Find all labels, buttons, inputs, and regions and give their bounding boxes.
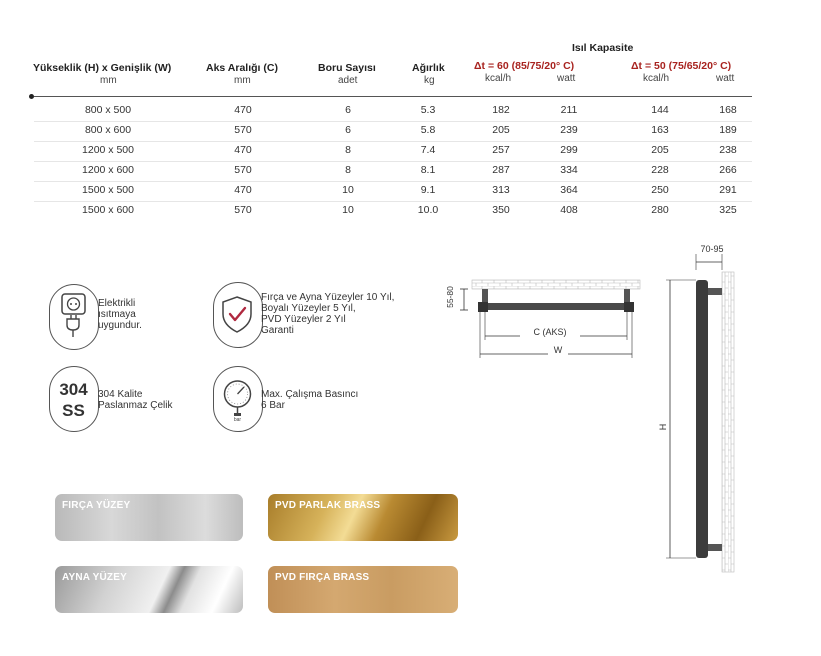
side-view-diagram xyxy=(650,240,750,585)
table-cell: 280 xyxy=(651,204,669,216)
col-size-unit: mm xyxy=(100,75,117,86)
table-cell: 1500 x 500 xyxy=(82,184,134,196)
table-cell: 570 xyxy=(234,124,252,136)
warranty-line-3: PVD Yüzeyler 2 Yıl xyxy=(261,314,346,325)
steel-badge-number: 304 xyxy=(59,380,88,399)
row-divider xyxy=(34,141,752,142)
warranty-feature-text xyxy=(261,292,431,336)
warranty-line-1: Fırça ve Ayna Yüzeyler 10 Yıl, xyxy=(261,292,395,303)
steel-line-1: 304 Kalite xyxy=(98,389,143,400)
table-cell: 189 xyxy=(719,124,737,136)
row-divider xyxy=(34,181,752,182)
pressure-line-1: Max. Çalışma Basıncı xyxy=(261,389,359,400)
table-cell: 238 xyxy=(719,144,737,156)
table-cell: 313 xyxy=(492,184,510,196)
table-cell: 144 xyxy=(651,104,669,116)
col-pipes-header: Boru Sayısı xyxy=(318,62,376,74)
row-divider xyxy=(34,121,752,122)
col-size-header: Yükseklik (H) x Genişlik (W) xyxy=(33,62,172,74)
steel-feature-badge xyxy=(49,366,99,432)
electric-feature-badge xyxy=(49,284,99,350)
col-axis-unit: mm xyxy=(234,75,251,86)
table-cell: 299 xyxy=(560,144,578,156)
table-cell: 1200 x 600 xyxy=(82,164,134,176)
swatch-brushed-label: FIRÇA YÜZEY xyxy=(62,500,131,511)
pressure-feature-text xyxy=(261,389,391,411)
wall-top-view xyxy=(472,280,640,289)
dt50-unit-watt: watt xyxy=(716,73,735,84)
table-cell: 205 xyxy=(651,144,669,156)
table-cell: 364 xyxy=(560,184,578,196)
towel-bar-top xyxy=(478,303,634,310)
header-divider xyxy=(34,96,752,97)
table-cell: 5.3 xyxy=(420,104,436,116)
swatch-mirror xyxy=(55,566,243,613)
table-cell: 334 xyxy=(560,164,578,176)
table-cell: 163 xyxy=(651,124,669,136)
table-cell: 8 xyxy=(345,144,351,156)
table-cell: 350 xyxy=(492,204,510,216)
table-cell: 5.8 xyxy=(420,124,436,136)
steel-line-2: Paslanmaz Çelik xyxy=(98,400,173,411)
swatch-pvd-brushed-brass xyxy=(268,566,458,613)
row-divider xyxy=(34,161,752,162)
table-cell: 10 xyxy=(342,204,354,216)
swatch-pvd-polished-brass xyxy=(268,494,458,541)
warranty-line-4: Garanti xyxy=(261,325,294,336)
warranty-line-2: Boyalı Yüzeyler 5 Yıl, xyxy=(261,303,356,314)
table-cell: 257 xyxy=(492,144,510,156)
table-cell: 470 xyxy=(234,184,252,196)
table-cell: 10 xyxy=(342,184,354,196)
table-cell: 8.1 xyxy=(420,164,436,176)
row-divider xyxy=(34,201,752,202)
table-cell: 7.4 xyxy=(420,144,436,156)
table-cell: 8 xyxy=(345,164,351,176)
swatch-brushed xyxy=(55,494,243,541)
table-cell: 287 xyxy=(492,164,510,176)
electric-feature-text: Elektrikli ısıtmaya uygundur. xyxy=(98,298,142,331)
swatch-mirror-label: AYNA YÜZEY xyxy=(62,572,127,583)
right-bracket xyxy=(624,289,630,303)
table-cell: 211 xyxy=(560,104,578,116)
table-cell: 168 xyxy=(719,104,737,116)
table-cell: 10.0 xyxy=(417,204,439,216)
shield-check-icon xyxy=(214,283,262,347)
table-cell: 408 xyxy=(560,204,578,216)
height-label: H xyxy=(658,423,668,431)
dt50-header: Δt = 50 (75/65/20° C) xyxy=(631,60,732,72)
side-offset-label: 70-95 xyxy=(700,244,724,254)
table-cell: 291 xyxy=(719,184,737,196)
pressure-line-2: 6 Bar xyxy=(261,400,285,411)
table-cell: 6 xyxy=(345,124,351,136)
thermal-capacity-title: Isıl Kapasite xyxy=(572,42,634,54)
dt60-unit-watt: watt xyxy=(557,73,576,84)
steel-badge-ss: SS xyxy=(62,401,85,420)
table-cell: 570 xyxy=(234,204,252,216)
pressure-feature-badge xyxy=(213,366,263,432)
depth-label: 55-80 xyxy=(445,286,455,308)
dt60-unit-kcal: kcal/h xyxy=(485,73,512,84)
top-view-diagram xyxy=(440,250,650,365)
width-dimension-label: W xyxy=(548,345,568,355)
table-cell: 325 xyxy=(719,204,737,216)
dt60-header: Δt = 60 (85/75/20° C) xyxy=(474,60,575,72)
table-cell: 800 x 500 xyxy=(84,104,132,116)
col-axis-header: Aks Aralığı (C) xyxy=(206,62,278,74)
swatch-pvd-polished-brass-label: PVD PARLAK BRASS xyxy=(275,500,381,511)
table-cell: 182 xyxy=(492,104,510,116)
table-cell: 205 xyxy=(492,124,510,136)
table-cell: 470 xyxy=(234,144,252,156)
col-weight-unit: kg xyxy=(424,75,435,86)
table-cell: 239 xyxy=(560,124,578,136)
gauge-unit-label: bar xyxy=(233,417,242,423)
table-cell: 570 xyxy=(234,164,252,176)
dt50-unit-kcal: kcal/h xyxy=(643,73,670,84)
table-cell: 250 xyxy=(651,184,669,196)
table-cell: 1500 x 600 xyxy=(82,204,134,216)
left-bracket xyxy=(482,289,488,303)
table-cell: 266 xyxy=(719,164,737,176)
col-weight-header: Ağırlık xyxy=(412,62,445,74)
wall-side-view xyxy=(722,272,734,572)
table-cell: 228 xyxy=(651,164,669,176)
table-cell: 6 xyxy=(345,104,351,116)
warranty-feature-badge xyxy=(213,282,263,348)
swatch-pvd-brushed-brass-label: PVD FIRÇA BRASS xyxy=(275,572,370,583)
steel-feature-text xyxy=(98,389,198,411)
table-cell: 9.1 xyxy=(420,184,436,196)
table-cell: 800 x 600 xyxy=(84,124,132,136)
table-cell: 1200 x 500 xyxy=(82,144,134,156)
col-pipes-unit: adet xyxy=(338,75,358,86)
table-cell: 470 xyxy=(234,104,252,116)
towel-rail-side xyxy=(696,280,708,558)
axis-dimension-label: C (AKS) xyxy=(520,327,580,337)
socket-plug-icon xyxy=(50,285,98,349)
